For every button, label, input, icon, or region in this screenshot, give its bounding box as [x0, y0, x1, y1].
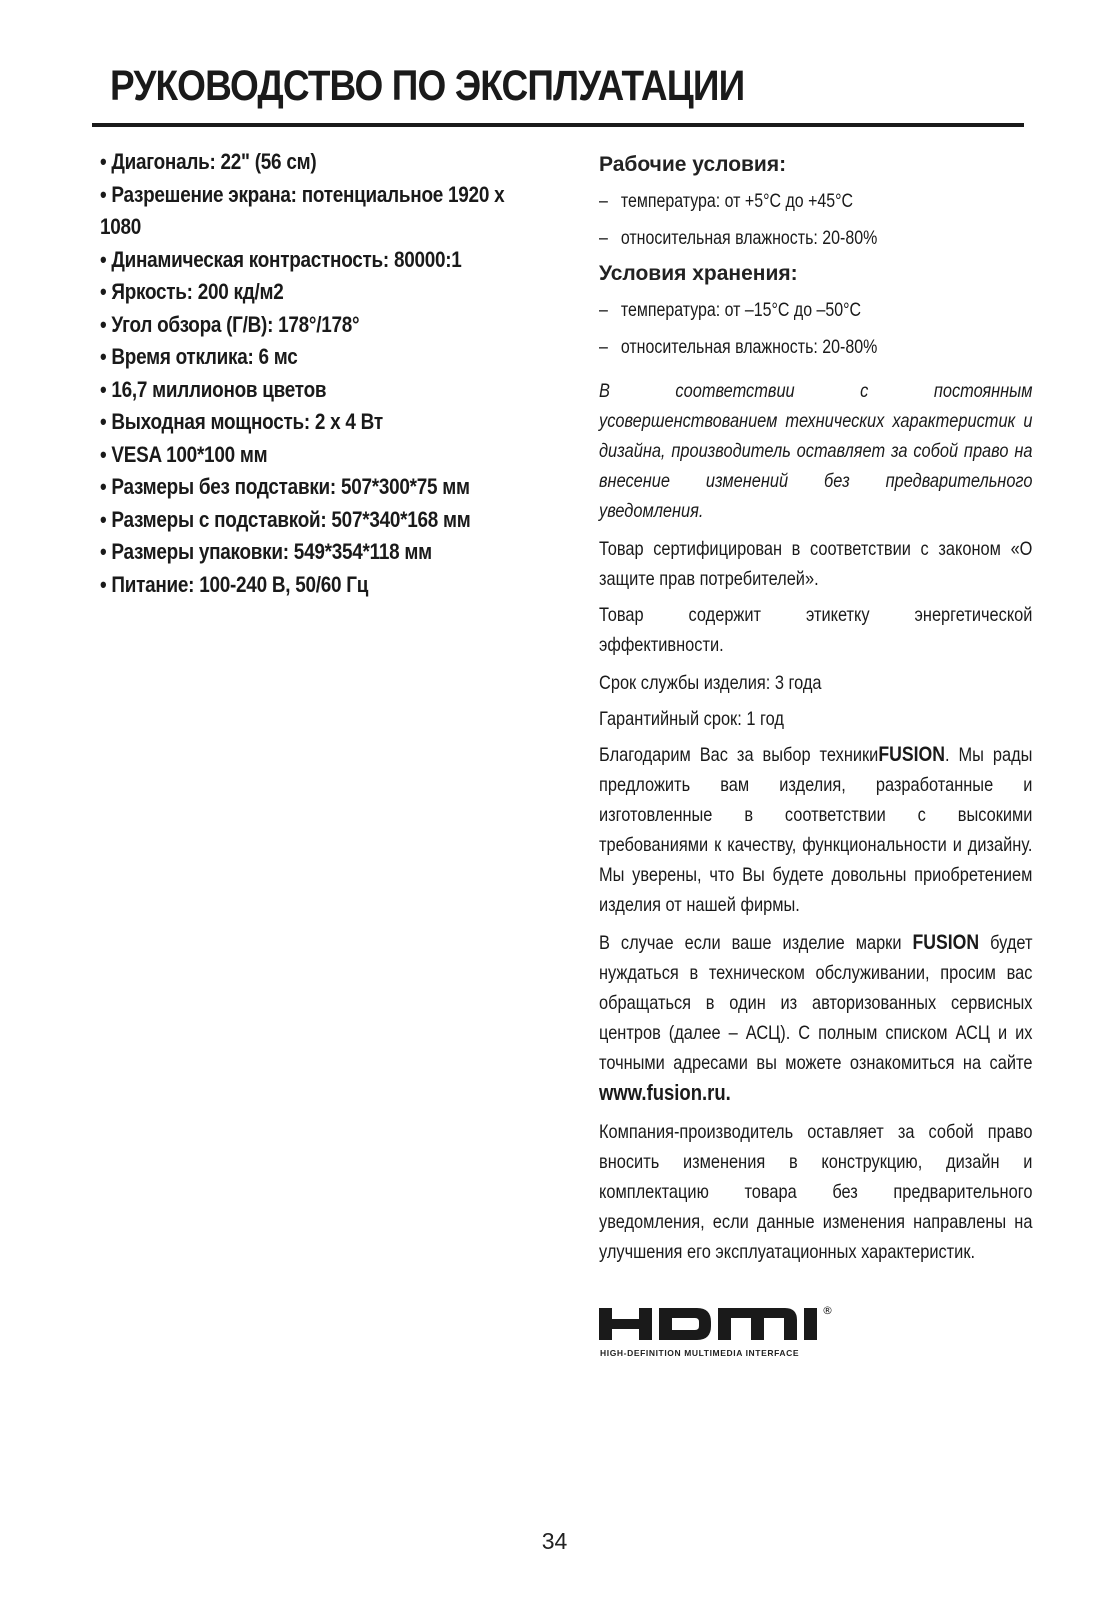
- company-rights-paragraph: Компания-производитель оставляет за собой право вносить изменения в конструкцию, дизайн и комплектацию товара без предварительного уведомления, если данные изменения направлены на улучшения его эксплуатационных характеристик.: [599, 1121, 1033, 1263]
- spec-item: • 16,7 миллионов цветов: [100, 376, 327, 402]
- spec-item: • Выходная мощность: 2 х 4 Вт: [100, 409, 383, 434]
- website-link[interactable]: www.fusion.ru.: [599, 1080, 731, 1105]
- spec-item: • Размеры упаковки: 549*354*118 мм: [100, 539, 432, 564]
- spec-item: • Размеры с подставкой: 507*340*168 мм: [100, 506, 471, 532]
- energy-label-text: Товар содержит этикетку энергетической эффективности.: [599, 604, 1033, 656]
- registered-mark: ®: [822, 1304, 833, 1317]
- spec-item: • Питание: 100-240 В, 50/60 Гц: [100, 571, 369, 597]
- brand-name: FUSION: [912, 931, 980, 954]
- right-column: [599, 150, 1032, 1267]
- title-divider: [92, 123, 1024, 127]
- storage-conditions-heading: Условия хранения:: [599, 262, 798, 285]
- spec-item: • Угол обзора (Г/В): 178°/178°: [100, 311, 360, 337]
- spec-item: • Диагональ: 22" (56 см): [100, 149, 317, 174]
- service-life-text: Срок службы изделия: 3 года: [599, 672, 822, 694]
- page-number: 34: [541, 1528, 568, 1554]
- list-item: – температура: от +5°С до +45°С: [599, 191, 854, 212]
- storage-conditions-list: [599, 292, 1032, 366]
- spec-item: • Разрешение экрана: потенциальное 1920 х: [100, 181, 505, 207]
- list-item: – температура: от –15°С до –50°С: [599, 300, 862, 321]
- spec-item: • VESA 100*100 мм: [100, 441, 268, 467]
- spec-item: • Динамическая контрастность: 80000:1: [100, 246, 462, 272]
- list-item: – относительная влажность: 20-80%: [599, 337, 878, 358]
- spec-item: • Время отклика: 6 мс: [100, 344, 298, 369]
- spec-item: • Размеры без подставки: 507*300*75 мм: [100, 474, 470, 499]
- certification-text: Товар сертифицирован в соответствии с законом «О защите прав потребителей».: [599, 538, 1033, 590]
- page-title: РУКОВОДСТВО ПО ЭКСПЛУАТАЦИИ: [110, 62, 745, 110]
- operating-conditions-list: [599, 183, 1032, 257]
- hdmi-tagline: HIGH-DEFINITION MULTIMEDIA INTERFACE: [600, 1348, 800, 1358]
- improvement-notice: В соответствии с постоянным усовершенствованием технических характеристик и дизайна, производитель оставляет за собой право на внесение изменений без предварительного уведомления.: [599, 380, 1033, 522]
- spec-item: 1080: [100, 214, 142, 239]
- specs-list: [100, 146, 550, 601]
- thanks-paragraph: Благодарим Вас за выбор техникиFUSION. Мы рады предложить вам изделия, разработанные и изготовленные в соответствии с высокими требованиями к качеству, функциональности и дизайну. Мы уверены, что Вы будете довольны приобретением изделия от нашей фирмы.: [599, 743, 1033, 916]
- warranty-text: Гарантийный срок: 1 год: [599, 708, 784, 730]
- operating-conditions-heading: Рабочие условия:: [599, 153, 787, 176]
- spec-item: • Яркость: 200 кд/м2: [100, 279, 284, 304]
- service-paragraph: В случае если ваше изделие марки FUSION будет нуждаться в техническом обслуживании, просим вас обращаться в один из авторизованных сервисных центров (далее – АСЦ). С полным списком АСЦ и их точными адресами вы можете ознакомиться на сайте www.fusion.ru.: [599, 931, 1033, 1105]
- brand-name: FUSION: [878, 743, 945, 766]
- list-item: – относительная влажность: 20-80%: [599, 228, 878, 249]
